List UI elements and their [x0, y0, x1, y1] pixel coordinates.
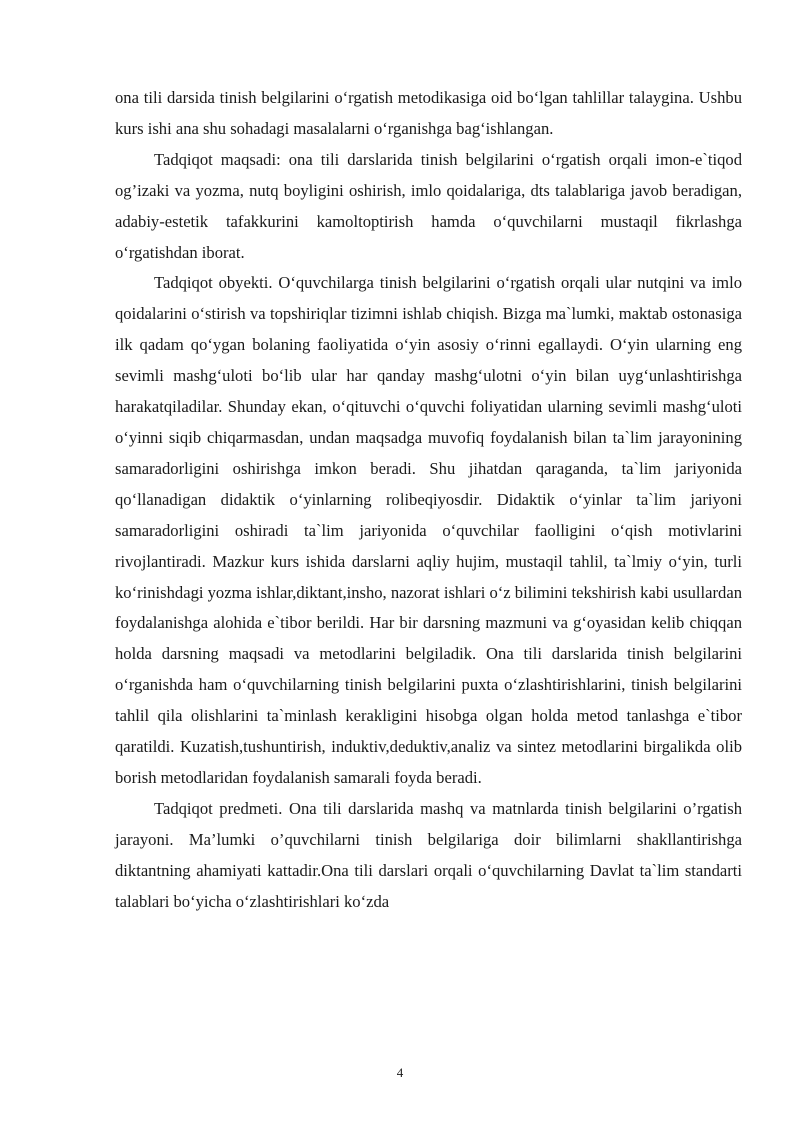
body-text — [115, 83, 742, 917]
paragraph-research-goal: Tadqiqot maqsadi: ona tili darslarida tinish belgilarini o‘rgatish orqali imon-e`tiqod og’izaki va yozma, nutq boyligini oshirish, imlo qoidalariga, dts talablariga javob beradigan, adabiy-estetik tafakkurini kamoltoptirish hamda o‘quvchilarni mustaqil fikrlashga o‘rgatishdan iborat. — [115, 149, 742, 262]
paragraph-continuation: ona tili darsida tinish belgilarini o‘rgatish metodikasiga oid bo‘lgan tahlillar talaygina. Ushbu kurs ishi ana shu sohadagi masalalarni o‘rganishga bag‘ishlangan. — [115, 88, 742, 138]
page-number: 4 — [396, 1065, 404, 1080]
paragraph-research-subject: Tadqiqot predmeti. Ona tili darslarida mashq va matnlarda tinish belgilarini o’rgatish jarayoni. Ma’lumki o’quvchilarni tinish belgilariga doir bilimlarni shakllantirishga diktantning ahamiyati kattadir.Ona tili darslari orqali o‘quvchilarning Davlat ta`lim standarti talablari bo‘yicha o‘zlashtirishlari ko‘zda — [115, 798, 742, 911]
paragraph-research-object: Tadqiqot obyekti. O‘quvchilarga tinish belgilarini o‘rgatish orqali ular nutqini va imlo qoidalarini o‘stirish va topshiriqlar tizimni ishlab chiqish. Bizga ma`lumki, maktab ostonasiga ilk qadam qo‘ygan bolaning faoliyatida o‘yin asosiy o‘rinni egallaydi. O‘yin ularning eng sevimli mashg‘uloti bo‘lib ular har qanday mashg‘ulotni o‘yin bilan uyg‘unlashtirishga harakatqiladilar. Shunday ekan, o‘qituvchi o‘quvchi foliyatidan ularning sevimli mashg‘uloti o‘yinni siqib chiqarmasdan, undan maqsadga muvofiq foydalanish bilan ta`lim jarayonining samaradorligini oshirishga imkon beradi. Shu jihatdan qaraganda, ta`lim jariyonida qo‘llanadigan didaktik o‘yinlarning rolibeqiyosdir. Didaktik o‘yinlar ta`lim jariyoni samaradorligini oshiradi ta`lim jariyonida o‘quvchilar faolligini o‘qish motivlarini rivojlantiradi. Mazkur kurs ishida darslarni aqliy hujim, mustaqil tahlil, ta`lmiy o‘yin, turli ko‘rinishdagi yozma ishlar,diktant,insho, nazorat ishlari o‘z bilimini tekshirish kabi usullardan foydalanishga alohida e`tibor berildi. Har bir darsning mazmuni va g‘oyasidan kelib chiqqan holda darsning maqsadi va metodlarini belgiladik. Ona tili darslarida tinish belgilarini o‘rganishda ham o‘quvchilarning tinish belgilarini puxta o‘zlashtirishlarini, tinish belgilarini tahlil qila olishlarini ta`minlash kerakligini hisobga olgan holda metod tanlashga e`tibor qaratildi. Kuzatish,tushuntirish, induktiv,deduktiv,analiz va sintez metodlarini birgalikda olib borish metodlaridan foydalanish samarali foyda beradi. — [115, 273, 743, 787]
